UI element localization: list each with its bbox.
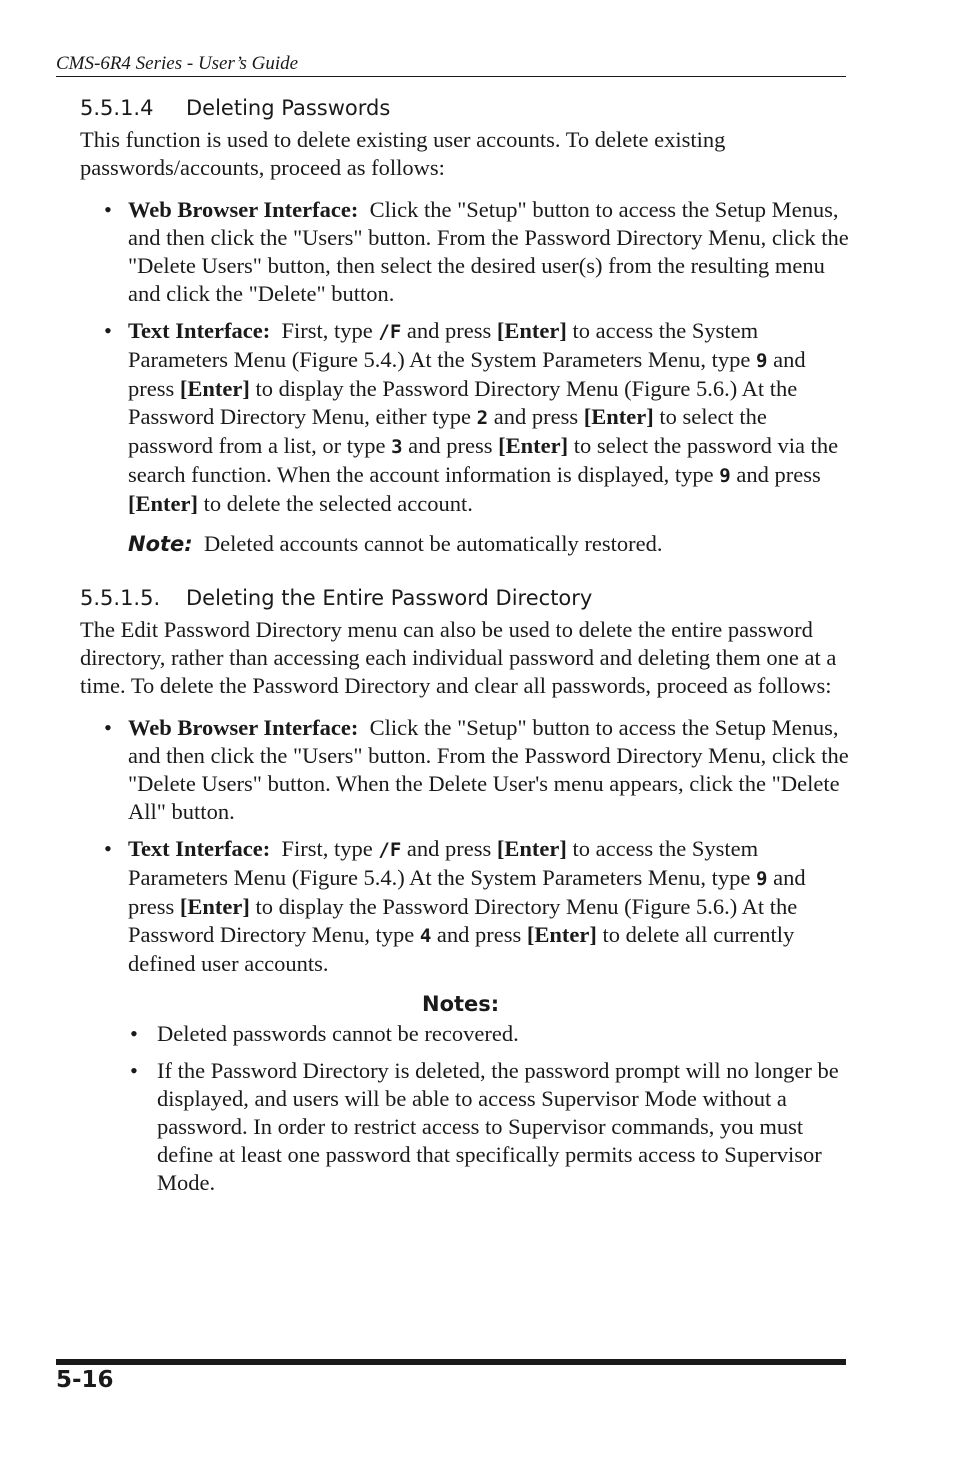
bullet-icon: • <box>104 836 112 861</box>
notes-list <box>80 1020 850 1197</box>
bullet-icon: • <box>104 197 112 222</box>
list-item-web-interface <box>80 714 850 826</box>
enter-key: [Enter] <box>526 922 597 947</box>
note <box>80 530 850 558</box>
footer-rule <box>56 1359 846 1365</box>
enter-key: [Enter] <box>496 836 567 861</box>
item-text: and press <box>128 347 806 401</box>
item-label: Web Browser Interface: <box>128 715 359 740</box>
item-text: and press <box>436 922 522 947</box>
section-number: 5.5.1.5. <box>80 586 161 610</box>
bullet-icon: • <box>130 1021 138 1046</box>
key-command: 3 <box>391 436 403 458</box>
enter-key: [Enter] <box>128 491 198 516</box>
enter-key: [Enter] <box>583 404 654 429</box>
bullet-icon: • <box>104 318 112 343</box>
section-intro: The Edit Password Directory menu can also be used to delete the entire password directory, rather than accessing each individual password and deleting them one at a time. To delete the Password Directory and clear all passwords, proceed as follows: <box>80 617 837 698</box>
notes-title: Notes: <box>422 992 500 1016</box>
key-command: /F <box>378 839 402 861</box>
item-text: and press <box>493 404 579 429</box>
enter-key: [Enter] <box>179 894 250 919</box>
enter-key: [Enter] <box>496 318 567 343</box>
item-text: Click the "Setup" button to access the Setup Menus, and then click the "Users" button. From the Password Directory Menu, click the "Delete Users" button. When the Delete User's menu appears, click the "Delete All" button. <box>128 715 849 824</box>
page-number: 5-16 <box>56 1367 114 1393</box>
list-item-text-interface <box>80 317 850 518</box>
section-heading-deleting-directory <box>80 584 850 612</box>
item-text: and press <box>406 318 492 343</box>
section-heading-deleting-passwords <box>80 94 850 122</box>
bullet-icon: • <box>104 715 112 740</box>
item-text: to access the System Parameters Menu (Figure 5.4.) At the System Parameters Menu, type <box>128 836 759 890</box>
item-text: to access the System Parameters Menu (Figure 5.4.) At the System Parameters Menu, type <box>128 318 759 372</box>
section-number: 5.5.1.4 <box>80 96 154 120</box>
item-text: to delete the selected account. <box>203 491 473 516</box>
key-command: 4 <box>419 925 432 947</box>
section-intro: This function is used to delete existing user accounts. To delete existing passwords/accounts, proceed as follows: <box>80 127 726 180</box>
key-command: 9 <box>756 350 768 372</box>
procedure-list <box>80 196 850 518</box>
item-text: to display the Password Directory Menu (Figure 5.6.) At the Password Directory Menu, either type <box>128 376 798 429</box>
item-text: and press <box>406 836 492 861</box>
bullet-icon: • <box>130 1058 138 1083</box>
item-text: and press <box>128 865 806 919</box>
running-header: CMS-6R4 Series - User’s Guide <box>56 53 299 74</box>
procedure-list <box>80 714 850 978</box>
item-label: Web Browser Interface: <box>128 197 359 222</box>
note-item-text: Deleted passwords cannot be recovered. <box>157 1021 519 1046</box>
item-text: to select the password from a list, or type <box>128 404 767 458</box>
key-command: 9 <box>719 465 731 487</box>
item-text: and press <box>736 462 821 487</box>
item-text: and press <box>408 433 493 458</box>
key-command: 9 <box>756 868 768 890</box>
list-item-web-interface <box>80 196 850 308</box>
note-item-text: If the Password Directory is deleted, the password prompt will no longer be displayed, and users will be able to access Supervisor Mode without a password. In order to restrict access to Supervisor commands, you must define at least one password that specifically permits access to Supervisor Mode. <box>157 1058 839 1195</box>
note-text: Deleted accounts cannot be automatically restored. <box>203 531 663 556</box>
item-text: Click the "Setup" button to access the Setup Menus, and then click the "Users" button. From the Password Directory Menu, click the "Delete Users" button, then select the desired user(s) from the resulting menu and click the "Delete" button. <box>128 197 849 306</box>
page-body <box>80 94 850 1206</box>
item-text: First, type <box>281 318 373 343</box>
section-title: Deleting Passwords <box>186 96 391 120</box>
enter-key: [Enter] <box>498 433 569 458</box>
item-text: to select the password via the search function. When the account information is displayed, type <box>128 433 839 487</box>
note-item <box>80 1057 850 1197</box>
key-command: /F <box>378 321 402 343</box>
enter-key: [Enter] <box>179 376 250 401</box>
note-item <box>80 1020 850 1048</box>
note-label: Note: <box>128 532 193 556</box>
item-text: to display the Password Directory Menu (Figure 5.6.) At the Password Directory Menu, type <box>128 894 798 947</box>
list-item-text-interface <box>80 835 850 978</box>
section-title: Deleting the Entire Password Directory <box>186 586 593 610</box>
item-text: First, type <box>281 836 373 861</box>
item-text: to delete all currently defined user accounts. <box>128 922 795 976</box>
item-label: Text Interface: <box>128 318 271 343</box>
key-command: 2 <box>476 407 489 429</box>
header-rule <box>56 76 846 77</box>
item-label: Text Interface: <box>128 836 271 861</box>
